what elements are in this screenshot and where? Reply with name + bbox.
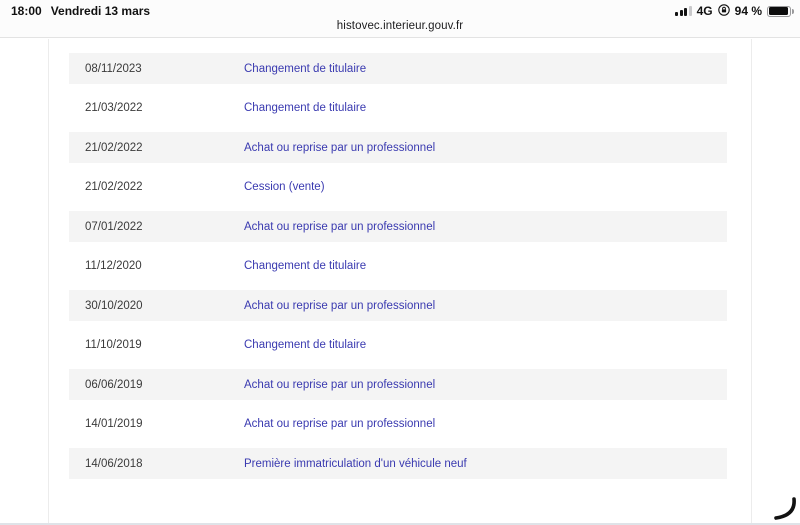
- event-link[interactable]: Achat ou reprise par un professionnel: [244, 299, 436, 312]
- event-link[interactable]: Première immatriculation d'un véhicule neuf: [244, 457, 467, 470]
- status-bar: [0, 3, 800, 19]
- event-link[interactable]: Achat ou reprise par un professionnel: [244, 141, 436, 154]
- event-date: 21/03/2022: [85, 102, 143, 114]
- battery-percent-label: 94 %: [734, 4, 762, 18]
- event-link[interactable]: Achat ou reprise par un professionnel: [244, 418, 436, 430]
- table-row: [69, 330, 727, 361]
- stylus-stroke-mark: [768, 497, 798, 523]
- table-row: [69, 290, 727, 321]
- event-link[interactable]: Achat ou reprise par un professionnel: [244, 378, 436, 391]
- event-date: 06/06/2019: [85, 378, 143, 391]
- event-date: 14/06/2018: [85, 457, 143, 470]
- safari-top-chrome: [0, 0, 800, 38]
- event-date: 08/11/2023: [85, 62, 142, 75]
- address-bar[interactable]: histovec.interieur.gouv.fr: [336, 20, 464, 32]
- table-row: [69, 409, 727, 440]
- event-date: 30/10/2020: [85, 299, 143, 312]
- status-date: Vendredi 13 mars: [50, 4, 151, 18]
- event-date: 21/02/2022: [85, 181, 143, 193]
- signal-bars-icon: [675, 6, 692, 16]
- vehicle-history-table: [49, 39, 751, 479]
- clock-time: 18:00: [11, 4, 42, 18]
- table-row: [69, 369, 727, 400]
- battery-icon: [767, 6, 791, 17]
- table-row: [69, 93, 727, 124]
- event-date: 21/02/2022: [85, 141, 143, 154]
- history-table-container: [48, 39, 752, 525]
- page-background: [0, 39, 800, 525]
- event-link[interactable]: Changement de titulaire: [244, 339, 367, 351]
- table-row: [69, 53, 727, 84]
- event-link[interactable]: Cession (vente): [244, 181, 325, 193]
- event-date: 11/10/2019: [85, 339, 142, 351]
- table-row: [69, 448, 727, 479]
- rotation-lock-icon: [718, 4, 730, 19]
- table-row: [69, 172, 727, 203]
- event-date: 07/01/2022: [85, 220, 143, 233]
- table-row: [69, 211, 727, 242]
- event-link[interactable]: Changement de titulaire: [244, 62, 367, 75]
- event-link[interactable]: Changement de titulaire: [244, 260, 367, 272]
- event-link[interactable]: Changement de titulaire: [244, 102, 367, 114]
- network-type-label: 4G: [696, 4, 713, 18]
- table-row: [69, 251, 727, 282]
- event-link[interactable]: Achat ou reprise par un professionnel: [244, 220, 436, 233]
- event-date: 14/01/2019: [85, 418, 143, 430]
- event-date: 11/12/2020: [85, 260, 142, 272]
- table-row: [69, 132, 727, 163]
